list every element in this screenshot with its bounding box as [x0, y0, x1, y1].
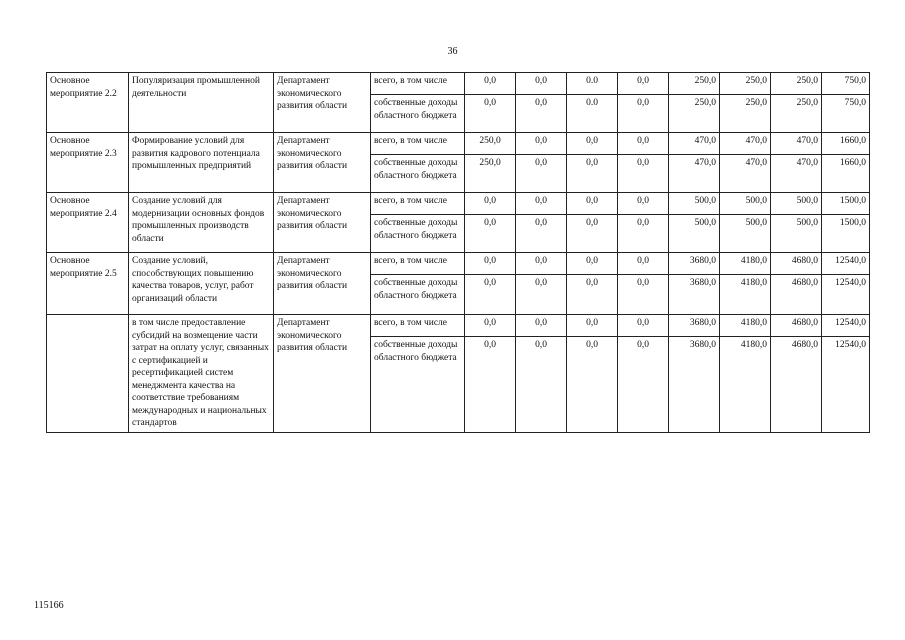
value-cell: 750,0	[822, 95, 870, 133]
measure-name-cell: Формирование условий для развития кадрового потенциала промышленных предприятий	[129, 133, 274, 193]
value-cell: 470,0	[771, 133, 822, 155]
funding-source-cell: собственные доходы областного бюджета	[371, 155, 465, 193]
value-cell: 0.0	[567, 95, 618, 133]
value-cell: 470,0	[771, 155, 822, 193]
value-cell: 250,0	[669, 73, 720, 95]
value-cell: 3680,0	[669, 315, 720, 337]
value-cell: 12540,0	[822, 253, 870, 275]
table-row	[47, 133, 870, 155]
value-cell: 0,0	[516, 275, 567, 315]
executor-cell: Департамент экономического развития области	[274, 133, 371, 193]
value-cell: 0,0	[516, 337, 567, 432]
value-cell: 0,0	[618, 253, 669, 275]
value-cell: 0,0	[567, 253, 618, 275]
value-cell: 0,0	[465, 73, 516, 95]
value-cell: 0,0	[465, 315, 516, 337]
value-cell: 0,0	[567, 193, 618, 215]
value-cell: 0,0	[516, 315, 567, 337]
value-cell: 250,0	[465, 133, 516, 155]
executor-cell: Департамент экономического развития области	[274, 253, 371, 315]
value-cell: 4180,0	[720, 275, 771, 315]
value-cell: 470,0	[669, 133, 720, 155]
value-cell: 4180,0	[720, 253, 771, 275]
value-cell: 470,0	[669, 155, 720, 193]
value-cell: 0,0	[516, 155, 567, 193]
value-cell: 0,0	[618, 215, 669, 253]
value-cell: 0,0	[516, 133, 567, 155]
executor-cell: Департамент экономического развития области	[274, 315, 371, 433]
value-cell: 250,0	[720, 73, 771, 95]
value-cell: 0,0	[567, 275, 618, 315]
value-cell: 1500,0	[822, 193, 870, 215]
value-cell: 0,0	[618, 337, 669, 432]
value-cell: 4680,0	[771, 315, 822, 337]
value-cell: 0,0	[567, 133, 618, 155]
funding-source-cell: всего, в том числе	[371, 73, 465, 95]
value-cell: 0,0	[516, 193, 567, 215]
table-body	[47, 73, 870, 433]
value-cell: 470,0	[720, 155, 771, 193]
budget-table	[46, 72, 870, 433]
value-cell: 0,0	[567, 337, 618, 432]
table-row	[47, 315, 870, 337]
funding-source-cell: всего, в том числе	[371, 315, 465, 337]
value-cell: 4180,0	[720, 337, 771, 432]
value-cell: 250,0	[465, 155, 516, 193]
funding-source-cell: собственные доходы областного бюджета	[371, 215, 465, 253]
funding-source-cell: собственные доходы областного бюджета	[371, 275, 465, 315]
value-cell: 1660,0	[822, 133, 870, 155]
value-cell: 250,0	[771, 95, 822, 133]
executor-cell: Департамент экономического развития области	[274, 193, 371, 253]
value-cell: 0,0	[618, 133, 669, 155]
value-cell: 3680,0	[669, 337, 720, 432]
value-cell: 500,0	[720, 193, 771, 215]
value-cell: 0,0	[618, 193, 669, 215]
value-cell: 0,0	[516, 215, 567, 253]
event-cell: Основное мероприятие 2.2	[47, 73, 129, 133]
measure-name-cell: Создание условий для модернизации основных фондов промышленных производств области	[129, 193, 274, 253]
value-cell: 0,0	[567, 155, 618, 193]
value-cell: 0,0	[465, 337, 516, 432]
measure-name-cell: в том числе предоставление субсидий на возмещение части затрат на оплату услуг, связанных с сертификацией и ресертификацией систем менеджмента качества на соответствие требованиям международных и национальных стандартов	[129, 315, 274, 433]
value-cell: 12540,0	[822, 337, 870, 432]
value-cell: 0,0	[516, 73, 567, 95]
value-cell: 500,0	[771, 215, 822, 253]
value-cell: 4680,0	[771, 275, 822, 315]
page-number: 36	[447, 46, 458, 57]
value-cell: 0,0	[618, 95, 669, 133]
funding-source-cell: собственные доходы областного бюджета	[371, 95, 465, 133]
value-cell: 12540,0	[822, 275, 870, 315]
measure-name-cell: Популяризация промышленной деятельности	[129, 73, 274, 133]
table-row	[47, 73, 870, 95]
value-cell: 500,0	[771, 193, 822, 215]
value-cell: 0,0	[516, 95, 567, 133]
value-cell: 0,0	[567, 315, 618, 337]
value-cell: 3680,0	[669, 275, 720, 315]
value-cell: 470,0	[720, 133, 771, 155]
value-cell: 500,0	[669, 215, 720, 253]
value-cell: 750,0	[822, 73, 870, 95]
value-cell: 250,0	[720, 95, 771, 133]
value-cell: 0,0	[618, 275, 669, 315]
value-cell: 500,0	[720, 215, 771, 253]
value-cell: 1660,0	[822, 155, 870, 193]
value-cell: 0,0	[567, 215, 618, 253]
value-cell: 4680,0	[771, 337, 822, 432]
executor-cell: Департамент экономического развития области	[274, 73, 371, 133]
value-cell: 0,0	[516, 253, 567, 275]
value-cell: 4680,0	[771, 253, 822, 275]
funding-source-cell: собственные доходы областного бюджета	[371, 337, 465, 432]
value-cell: 1500,0	[822, 215, 870, 253]
value-cell: 0,0	[618, 73, 669, 95]
funding-source-cell: всего, в том числе	[371, 133, 465, 155]
value-cell: 12540,0	[822, 315, 870, 337]
funding-source-cell: всего, в том числе	[371, 253, 465, 275]
value-cell: 0.0	[567, 73, 618, 95]
event-cell: Основное мероприятие 2.5	[47, 253, 129, 315]
event-cell: Основное мероприятие 2.4	[47, 193, 129, 253]
value-cell: 0,0	[465, 95, 516, 133]
value-cell: 0,0	[465, 275, 516, 315]
value-cell: 250,0	[771, 73, 822, 95]
funding-source-cell: всего, в том числе	[371, 193, 465, 215]
table-row	[47, 253, 870, 275]
value-cell: 0,0	[618, 155, 669, 193]
value-cell: 0,0	[465, 215, 516, 253]
value-cell: 3680,0	[669, 253, 720, 275]
value-cell: 0,0	[465, 253, 516, 275]
event-cell: Основное мероприятие 2.3	[47, 133, 129, 193]
measure-name-cell: Создание условий, способствующих повышению качества товаров, услуг, работ организаций области	[129, 253, 274, 315]
value-cell: 250,0	[669, 95, 720, 133]
table-row	[47, 193, 870, 215]
event-cell	[47, 315, 129, 433]
value-cell: 500,0	[669, 193, 720, 215]
value-cell: 4180,0	[720, 315, 771, 337]
footer-code: 115166	[34, 600, 64, 611]
value-cell: 0,0	[465, 193, 516, 215]
value-cell: 0,0	[618, 315, 669, 337]
